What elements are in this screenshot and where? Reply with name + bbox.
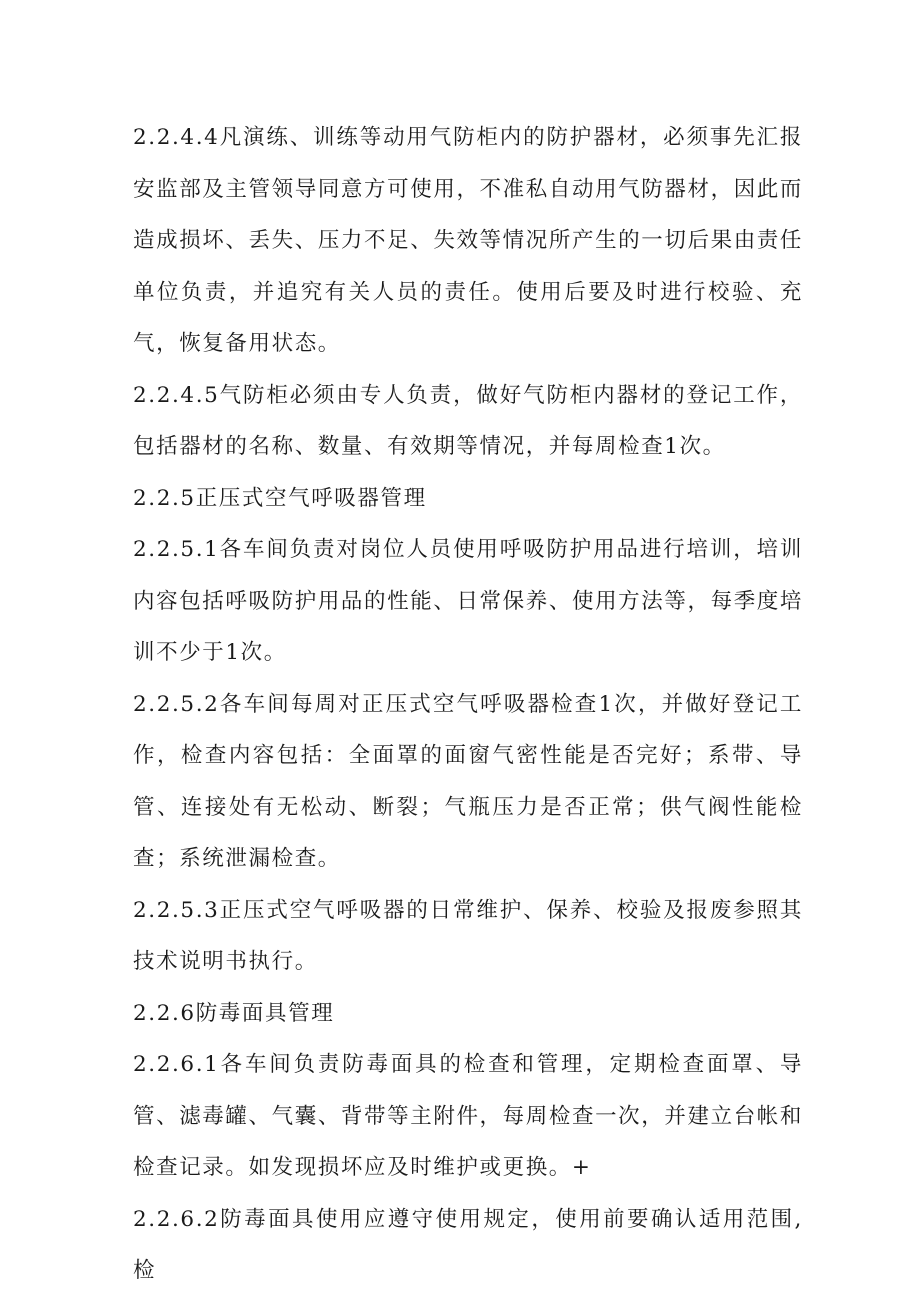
- document-body: [133, 112, 803, 1297]
- section-heading-2-2-6: 2.2.6防毒面具管理: [133, 1000, 335, 1026]
- paragraph-2-2-4-4: 2.2.4.4凡演练、训练等动用气防柜内的防护器材，必须事先汇报安监部及主管领导同意方可使用，不准私自动用气防器材，因此而造成损坏、丢失、压力不足、失效等情况所产生的一切后果由责任单位负责，并追究有关人员的责任。使用后要及时进行校验、充气，恢复备用状态。: [133, 125, 803, 356]
- paragraph-2-2-5-2: 2.2.5.2各车间每周对正压式空气呼吸器检查1次，并做好登记工作，检查内容包括：全面罩的面窗气密性能是否完好；系带、导管、连接处有无松动、断裂；气瓶压力是否正常；供气阀性能检查；系统泄漏检查。: [133, 691, 803, 871]
- paragraph-2-2-5-3: 2.2.5.3正压式空气呼吸器的日常维护、保养、校验及报废参照其技术说明书执行。: [133, 897, 803, 974]
- paragraph-2-2-6-2: 2.2.6.2防毒面具使用应遵守使用规定，使用前要确认适用范围,检: [133, 1206, 803, 1283]
- paragraph-2-2-6-1: 2.2.6.1各车间负责防毒面具的检查和管理，定期检查面罩、导管、滤毒罐、气囊、背带等主附件，每周检查一次，并建立台帐和检查记录。如发现损坏应及时维护或更换。+: [133, 1052, 803, 1180]
- section-heading-2-2-5: 2.2.5正压式空气呼吸器管理: [133, 485, 427, 511]
- paragraph-2-2-4-5: 2.2.4.5气防柜必须由专人负责，做好气防柜内器材的登记工作，包括器材的名称、数量、有效期等情况，并每周检查1次。: [133, 382, 803, 459]
- paragraph-2-2-5-1: 2.2.5.1各车间负责对岗位人员使用呼吸防护用品进行培训，培训内容包括呼吸防护用品的性能、日常保养、使用方法等，每季度培训不少于1次。: [133, 537, 803, 665]
